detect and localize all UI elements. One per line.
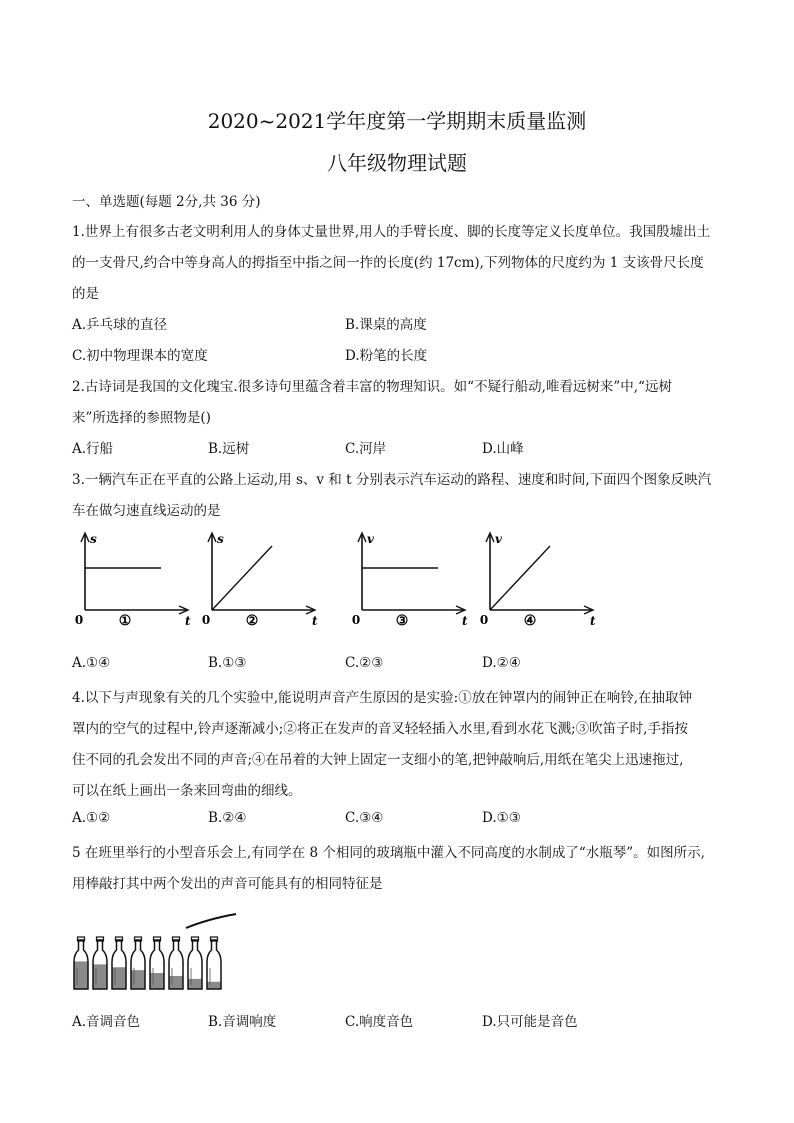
graph-number-label: ② — [245, 613, 259, 629]
water-bottle-xylophone — [0, 905, 260, 1000]
q1-option-a: A.乒乓球的直径 — [72, 317, 168, 333]
graph-x-axis-label: t — [462, 614, 468, 628]
bottle-cap — [78, 937, 85, 941]
bottle — [169, 937, 183, 989]
q3-option-d: D.②④ — [482, 655, 521, 671]
graph-2 — [202, 532, 318, 629]
q2-line-2: 来”所选择的参照物是() — [72, 410, 211, 426]
q3-line-1: 3.一辆汽车正在平直的公路上运动,用 s、v 和 t 分别表示汽车运动的路程、速度和时间,下面四个图象反映汽 — [72, 472, 712, 488]
exam-title: 2020~2021学年度第一学期期末质量监测 — [207, 109, 587, 133]
bottle — [112, 937, 126, 989]
q1-line-1: 1.世界上有很多古老文明利用人的身体丈量世界,用人的手臂长度、脚的长度等定义长度单位。我国殷墟出土 — [72, 224, 711, 240]
q1-line-2: 的一支骨尺,约合中等身高人的拇指至中指之间一拃的长度(约 17cm),下列物体的尺度约为 1 支该骨尺长度 — [72, 255, 704, 271]
bottle-water — [188, 979, 202, 989]
q4-line-2: 罩内的空气的过程中,铃声逐渐减小;②将正在发声的音叉轻轻插入水里,看到水花飞溅;③吹笛子时,手指按 — [72, 721, 688, 737]
q5-option-a: A.音调音色 — [72, 1014, 141, 1030]
bottle-water — [74, 961, 88, 989]
q4-option-d: D.①③ — [482, 810, 521, 826]
graph-x-axis-label: t — [185, 614, 191, 628]
q3-option-c: C.②③ — [345, 655, 384, 671]
graph-origin-label: 0 — [201, 613, 211, 627]
q5-option-d: D.只可能是音色 — [482, 1014, 578, 1030]
bottle — [188, 937, 202, 989]
q3-option-b: B.①③ — [208, 655, 247, 671]
graph-number-label: ③ — [395, 613, 409, 629]
graph-number-label: ① — [118, 613, 132, 629]
bottle-cap — [173, 937, 180, 941]
q3-option-a: A.①④ — [72, 655, 111, 671]
bottle-water — [112, 967, 126, 989]
graph-y-axis-label: v — [495, 532, 502, 546]
bottle — [131, 937, 145, 989]
motion-graphs — [0, 525, 794, 645]
q2-option-a: A.行船 — [72, 441, 114, 457]
graph-4 — [480, 532, 596, 629]
q5-line-1: 5 在班里举行的小型音乐会上,有同学在 8 个相同的玻璃瓶中灌入不同高度的水制成了“水瓶琴”。如图所示, — [72, 845, 705, 861]
bottle — [207, 937, 221, 989]
bottle-water — [207, 982, 221, 989]
graph-diagonal-line — [212, 546, 272, 610]
q4-option-c: C.③④ — [345, 810, 384, 826]
bottle — [74, 937, 88, 989]
bottle-cap — [192, 937, 199, 941]
graph-origin-label: 0 — [351, 613, 361, 627]
bottle-water — [169, 976, 183, 989]
bottle-water — [131, 970, 145, 989]
q1-line-3: 的是 — [72, 286, 99, 302]
graph-origin-label: 0 — [74, 613, 84, 627]
q5-option-b: B.音调响度 — [208, 1014, 277, 1030]
q2-option-d: D.山峰 — [482, 441, 524, 457]
q4-option-a: A.①② — [72, 810, 111, 826]
q2-option-c: C.河岸 — [345, 441, 387, 457]
graph-y-axis-label: s — [217, 532, 224, 546]
exam-subtitle: 八年级物理试题 — [327, 151, 467, 175]
bottle-cap — [211, 937, 218, 941]
graph-x-axis-label: t — [312, 614, 318, 628]
graph-3 — [352, 532, 468, 629]
q1-option-c: C.初中物理课本的宽度 — [72, 348, 208, 364]
q4-line-4: 可以在纸上画出一条来回弯曲的细线。 — [72, 783, 302, 799]
graph-x-axis-label: t — [590, 614, 596, 628]
bottle — [93, 937, 107, 989]
graph-y-axis-label: s — [90, 532, 97, 546]
q5-option-c: C.响度音色 — [345, 1014, 414, 1030]
q4-line-1: 4.以下与声现象有关的几个实验中,能说明声音产生原因的是实验:①放在钟罩内的闹钟正在响铃,在抽取钟 — [72, 690, 693, 706]
striking-stick — [186, 914, 236, 928]
q2-option-b: B.远树 — [208, 441, 250, 457]
q1-option-b: B.课桌的高度 — [345, 317, 427, 333]
bottle-water — [150, 973, 164, 989]
graph-y-axis-label: v — [367, 532, 374, 546]
bottle-cap — [97, 937, 104, 941]
bottle-outline — [207, 940, 221, 989]
graph-diagonal-line — [490, 546, 550, 610]
bottle-cap — [154, 937, 161, 941]
graph-1 — [75, 532, 191, 629]
graph-number-label: ④ — [523, 613, 537, 629]
q1-option-d: D.粉笔的长度 — [345, 348, 428, 364]
bottle — [150, 937, 164, 989]
section-heading: 一、单选题(每题 2分,共 36 分) — [72, 194, 261, 210]
q2-line-1: 2.古诗词是我国的文化瑰宝.很多诗句里蕴含着丰富的物理知识。如“不疑行船动,唯看远树来”中,“远树 — [72, 379, 672, 395]
bottle-water — [93, 964, 107, 989]
graph-origin-label: 0 — [479, 613, 489, 627]
bottle-cap — [135, 937, 142, 941]
q3-line-2: 车在做匀速直线运动的是 — [72, 503, 221, 519]
q4-option-b: B.②④ — [208, 810, 247, 826]
q4-line-3: 住不同的孔会发出不同的声音;④在吊着的大钟上固定一支细小的笔,把钟敲响后,用纸在笔尖上迅速拖过, — [72, 752, 684, 768]
q5-line-2: 用棒敲打其中两个发出的声音可能具有的相同特征是 — [72, 876, 383, 892]
bottle-cap — [116, 937, 123, 941]
